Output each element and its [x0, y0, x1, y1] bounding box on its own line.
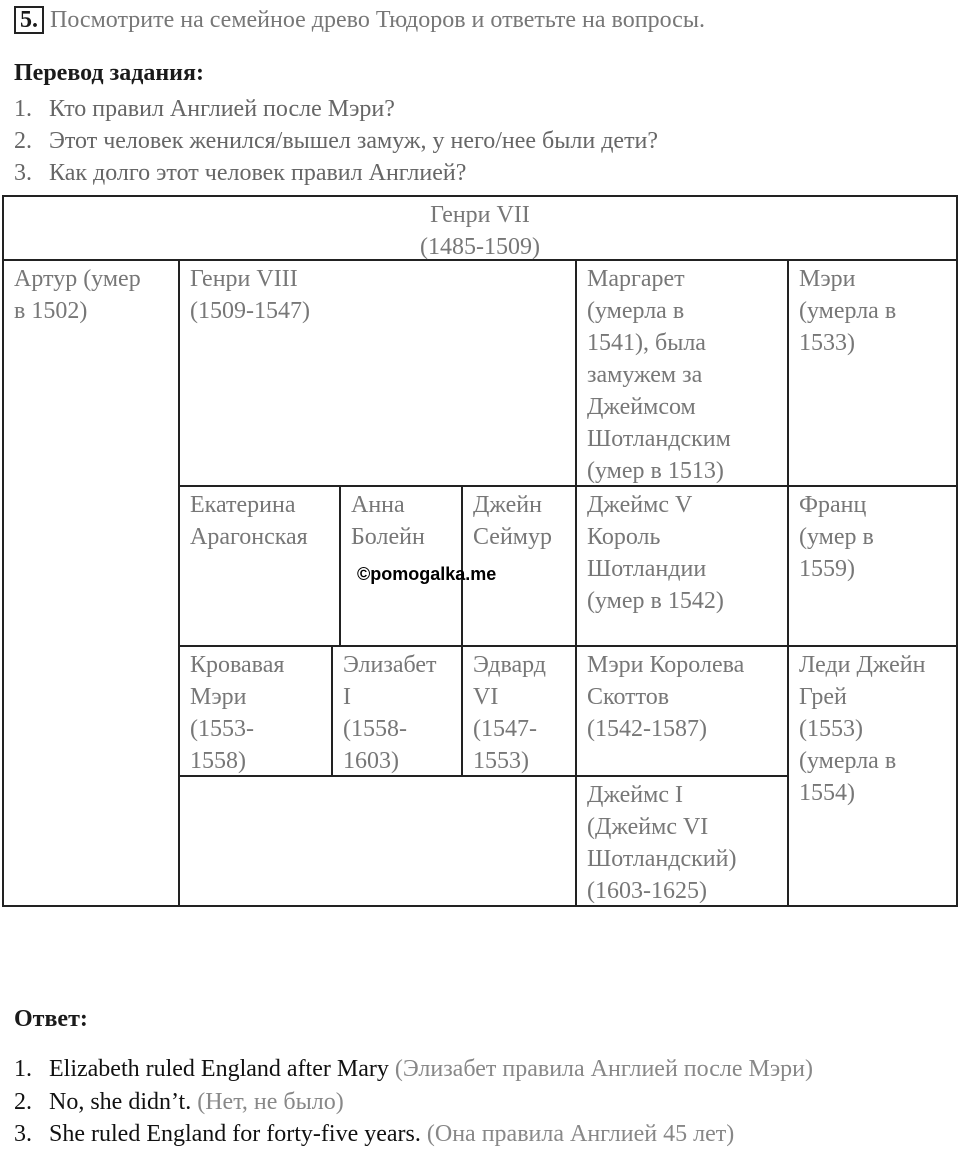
cell-jane-seymour: Джейн Сеймур: [473, 492, 552, 550]
cell-james-i: Джеймс I (Джеймс VI Шотландский) (1603-1625): [587, 782, 737, 904]
cell-mary-queen-of-scots: Мэри Королева Скоттов (1542-1587): [587, 652, 745, 742]
answer-english: No, she didn’t.: [49, 1089, 192, 1115]
tudor-family-tree: [2, 195, 958, 907]
root-henry-vii: Генри VII (1485-1509): [420, 202, 540, 260]
task-text: Посмотрите на семейное древо Тюдоров и ответьте на вопросы.: [50, 7, 705, 33]
question-text: Как долго этот человек правил Англией?: [49, 160, 467, 186]
question-2: [14, 128, 658, 155]
question-1: [14, 96, 395, 123]
answer-russian: (Она правила Англией 45 лет): [426, 1121, 735, 1147]
question-text: Этот человек женился/вышел замуж, у него/нее были дети?: [49, 128, 659, 154]
answer-1: [14, 1056, 813, 1083]
answer-russian: (Нет, не было): [197, 1089, 344, 1115]
answer-number: 3.: [14, 1121, 32, 1147]
answer-english: Elizabeth ruled England after Mary: [49, 1056, 389, 1082]
translation-heading: Перевод задания:: [14, 60, 204, 86]
cell-arthur: Артур (умер в 1502): [14, 266, 141, 324]
task-number: 5.: [14, 6, 44, 34]
question-text: Кто правил Англией после Мэри?: [49, 96, 395, 122]
answer-2: [14, 1089, 344, 1116]
answer-english: She ruled England for forty-five years.: [49, 1121, 421, 1147]
cell-anne-boleyn: Анна Болейн: [351, 492, 425, 550]
task-line: [14, 6, 705, 34]
answer-number: 1.: [14, 1056, 32, 1082]
question-number: 1.: [14, 96, 32, 122]
answer-russian: (Элизабет правила Англией после Мэри): [394, 1056, 813, 1082]
cell-franz: Франц (умер в 1559): [799, 492, 874, 582]
question-number: 2.: [14, 128, 32, 154]
cell-margaret: Маргарет (умерла в 1541), была замужем за Джеймсом Шотландским (умер в 1513): [587, 266, 731, 484]
answer-number: 2.: [14, 1089, 32, 1115]
cell-catherine: Екатерина Арагонская: [190, 492, 308, 550]
question-number: 3.: [14, 160, 32, 186]
cell-james-v: Джеймс V Король Шотландии (умер в 1542): [587, 492, 724, 614]
cell-elizabeth-i: Элизабет I (1558- 1603): [343, 652, 437, 774]
cell-edward-vi: Эдвард VI (1547- 1553): [473, 652, 547, 774]
cell-henry-viii: Генри VIII (1509-1547): [190, 266, 310, 324]
answer-3: [14, 1121, 734, 1148]
answer-heading: Ответ:: [14, 1006, 88, 1032]
cell-lady-jane-grey: Леди Джейн Грей (1553) (умерла в 1554): [799, 652, 926, 806]
question-3: [14, 160, 466, 187]
cell-mary-sister: Мэри (умерла в 1533): [799, 266, 897, 356]
watermark: ©pomogalka.me: [357, 564, 497, 584]
cell-bloody-mary: Кровавая Мэри (1553- 1558): [190, 652, 285, 774]
